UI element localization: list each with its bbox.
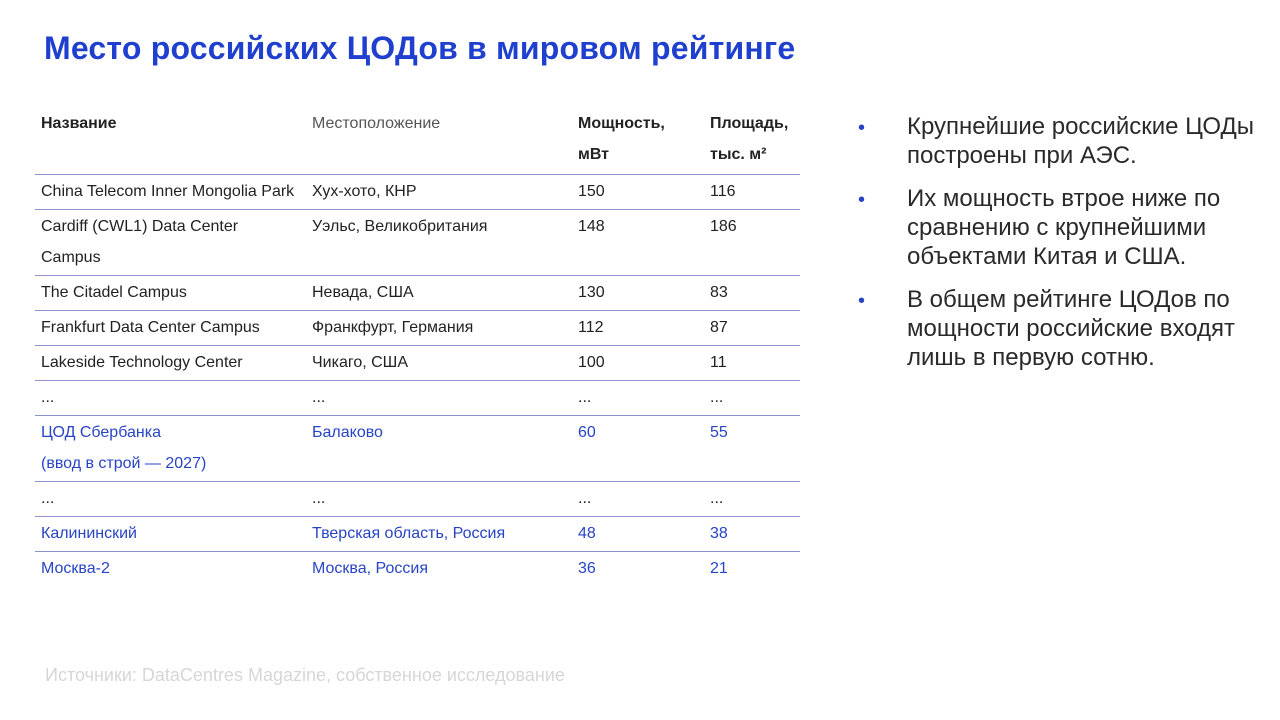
table-row-highlighted (35, 552, 800, 587)
bullet-dot-icon: • (858, 117, 866, 139)
table-row-ellipsis (35, 482, 800, 517)
cell-power: 130 (572, 276, 704, 311)
cell-location: ... (306, 482, 572, 517)
cell-location: Уэльс, Великобритания (306, 210, 572, 276)
cell-area: 87 (704, 311, 800, 346)
cell-location: Невада, США (306, 276, 572, 311)
table-row (35, 311, 800, 346)
cell-name: ЦОД Сбербанка (ввод в строй — 2027) (35, 416, 306, 482)
cell-location: Чикаго, США (306, 346, 572, 381)
page-title: Место российских ЦОДов в мировом рейтинге (44, 30, 796, 66)
cell-area: ... (704, 381, 800, 416)
cell-location: Франкфурт, Германия (306, 311, 572, 346)
cell-name: ... (35, 482, 306, 517)
header-power: Мощность, мВт (578, 115, 665, 163)
datacenter-table (35, 108, 800, 586)
header-area: Площадь, тыс. м² (710, 115, 789, 163)
cell-location: Балаково (306, 416, 572, 482)
cell-power: 150 (572, 175, 704, 210)
cell-power: 48 (572, 517, 704, 552)
bullet-dot-icon: • (858, 189, 866, 211)
cell-name: Frankfurt Data Center Campus (35, 311, 306, 346)
cell-location: Тверская область, Россия (306, 517, 572, 552)
table-row (35, 175, 800, 210)
cell-power: 148 (572, 210, 704, 276)
key-points-list (855, 112, 1255, 386)
cell-power: 36 (572, 552, 704, 587)
bullet-dot-icon: • (858, 290, 866, 312)
cell-name: ... (35, 381, 306, 416)
table-row-highlighted (35, 416, 800, 482)
cell-name: Москва-2 (35, 552, 306, 587)
cell-area: 38 (704, 517, 800, 552)
cell-name: Калининский (35, 517, 306, 552)
cell-location: Хух-хото, КНР (306, 175, 572, 210)
cell-area: 11 (704, 346, 800, 381)
key-point: • Их мощность втрое ниже по сравнению с крупнейшими объектами Китая и США. (858, 185, 1221, 270)
source-note: Источники: DataCentres Magazine, собственное исследование (45, 665, 565, 685)
cell-location: ... (306, 381, 572, 416)
key-point: • В общем рейтинге ЦОДов по мощности российские входят лишь в первую сотню. (858, 286, 1235, 371)
cell-name: China Telecom Inner Mongolia Park (35, 175, 306, 210)
cell-area: ... (704, 482, 800, 517)
cell-area: 186 (704, 210, 800, 276)
cell-location: Москва, Россия (306, 552, 572, 587)
header-name: Название (41, 115, 117, 132)
table-row (35, 276, 800, 311)
cell-area: 83 (704, 276, 800, 311)
cell-area: 21 (704, 552, 800, 587)
cell-name: Cardiff (CWL1) Data Center Campus (35, 210, 306, 276)
cell-power: ... (572, 381, 704, 416)
table-header-row (35, 108, 800, 175)
table-row (35, 346, 800, 381)
cell-power: 112 (572, 311, 704, 346)
cell-name: The Citadel Campus (35, 276, 306, 311)
table-row (35, 210, 800, 276)
cell-area: 55 (704, 416, 800, 482)
key-point: • Крупнейшие российские ЦОДы построены при АЭС. (858, 113, 1255, 169)
cell-power: 100 (572, 346, 704, 381)
table-row-highlighted (35, 517, 800, 552)
cell-area: 116 (704, 175, 800, 210)
header-location: Местоположение (312, 115, 441, 132)
cell-name: Lakeside Technology Center (35, 346, 306, 381)
cell-power: 60 (572, 416, 704, 482)
table-row-ellipsis (35, 381, 800, 416)
cell-power: ... (572, 482, 704, 517)
